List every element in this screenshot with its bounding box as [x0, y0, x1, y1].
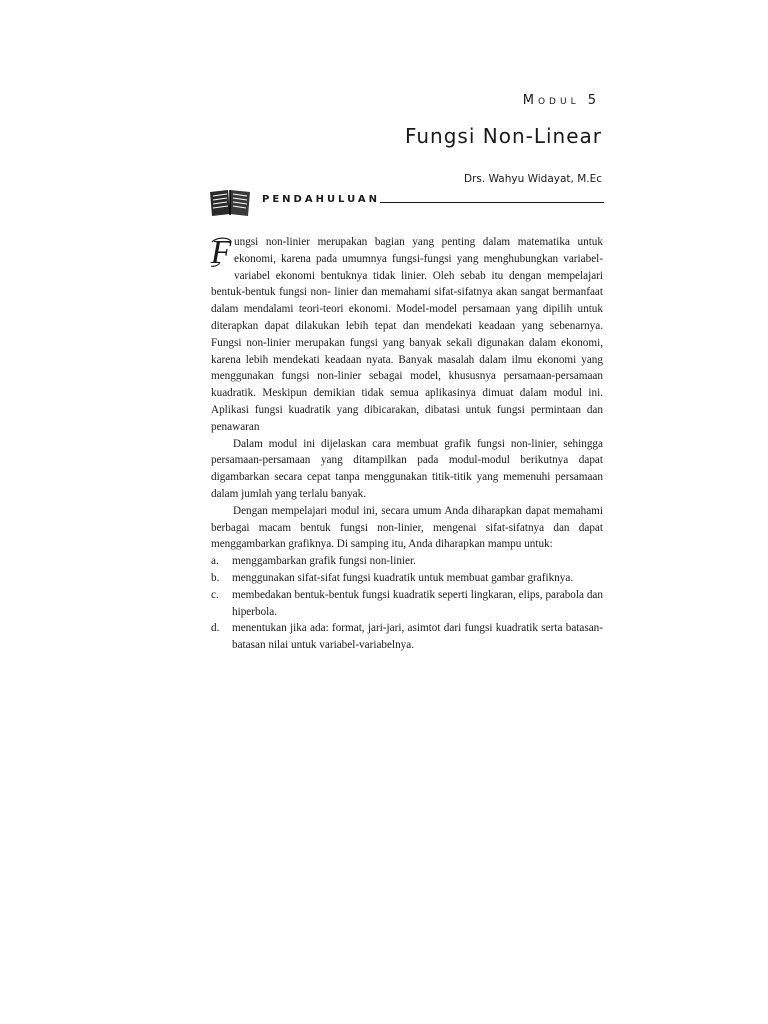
drop-cap-f — [209, 236, 233, 268]
section-divider — [380, 202, 604, 203]
list-item-text: membedakan bentuk-bentuk fungsi kuadratik seperti lingkaran, elips, parabola dan hiperbola. — [232, 588, 603, 618]
paragraph-2: Dalam modul ini dijelaskan cara membuat grafik fungsi non-linier, sehingga persamaan-persamaan yang ditampilkan pada modul-modul berikutnya dapat digambarkan secara cepat tanpa menggunakan titik-titik yang memenuhi persamaan dalam jumlah yang terlalu banyak. — [211, 437, 603, 500]
list-item — [211, 587, 603, 621]
open-book-icon — [208, 188, 252, 218]
paragraph-intro-text: ungsi non-linier merupakan bagian yang penting dalam matematika untuk ekonomi, karena pada umumnya fungsi-fungsi yang menghubungkan variabel-variabel ekonomi bentuknya tidak linier. Oleh sebab itu dengan mempelajari bentuk-bentuk fungsi non- linier dan memahami sifat-sifatnya akan sangat bermanfaat dalam mendalami teori-teori ekonomi. Model-model persamaan yang dipilih untuk diterapkan dapat dilakukan lebih tepat dan mendekati keadaan yang sebenarnya. Fungsi non-linier merupakan fungsi yang banyak sekali digunakan dalam ekonomi, karena lebih mendekati keadaan nyata. Banyak masalah dalam ilmu ekonomi yang menggunakan fungsi non-linier sebagai model, khususnya persamaan-persamaan kuadratik. Meskipun demikian tidak semua aplikasinya dimuat dalam modul ini. Aplikasi fungsi kuadratik yang dibicarakan, dibatasi untuk fungsi permintaan dan penawaran — [211, 236, 603, 433]
objectives-list — [211, 553, 603, 654]
list-marker: c. — [211, 588, 219, 601]
page-title: Fungsi Non-Linear — [404, 124, 602, 148]
drop-cap-letter: F — [210, 236, 232, 268]
list-item-text: menentukan jika ada: format, jari-jari, asimtot dari fungsi kuadratik serta batasan-batasan nilai untuk variabel-variabelnya. — [232, 622, 603, 652]
document-body — [211, 234, 603, 654]
paragraph-3: Dengan mempelajari modul ini, secara umum Anda diharapkan dapat memahami berbagai macam bentuk fungsi non-linier, mengenai sifat-sifatnya dan dapat menggambarkan grafiknya. Di samping itu, Anda diharapkan mampu untuk: — [211, 504, 603, 551]
list-item-text: menggunakan sifat-sifat fungsi kuadratik untuk membuat gambar grafiknya. — [232, 571, 574, 584]
list-item — [211, 570, 603, 587]
list-marker: b. — [211, 571, 220, 584]
section-header — [262, 194, 604, 205]
list-item — [211, 620, 603, 654]
section-title: PENDAHULUAN — [262, 194, 380, 205]
list-marker: d. — [211, 622, 220, 635]
list-item — [211, 553, 603, 570]
list-marker: a. — [211, 555, 219, 568]
paragraph-intro — [211, 234, 603, 436]
author-name: Drs. Wahyu Widayat, M.Ec — [464, 173, 602, 185]
list-item-text: menggambarkan grafik fungsi non-linier. — [232, 555, 416, 568]
module-number: Modul 5 — [522, 93, 600, 108]
